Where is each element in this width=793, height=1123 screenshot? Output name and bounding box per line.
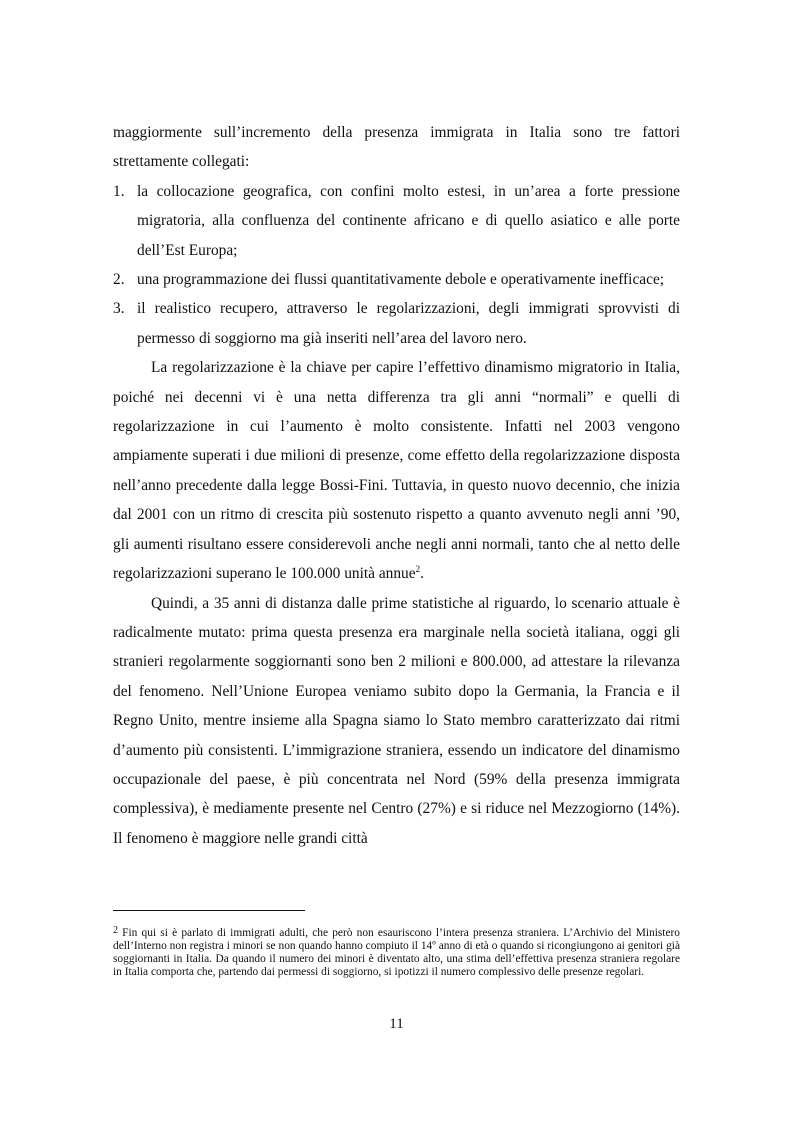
paragraph-1-text: La regolarizzazione è la chiave per capire l’effettivo dinamismo migratorio in Italia, poiché nei decenni vi è una netta differenza tra gli anni “normali” e quelli di regolarizzazione in cui l’aumento è molto consistente. Infatti nel 2003 vengono ampiamente superati i due milioni di presenze, come effetto della regolarizzazione disposta nell’anno precedente dalla legge Bossi-Fini. Tuttavia, in questo nuovo decennio, che inizia dal 2001 con un ritmo di crescita più sostenuto rispetto a quanto avvenuto negli anni ’90, gli aumenti risultano essere considerevoli anche negli anni normali, tanto che al netto delle regolarizzazioni superano le 100.000 unità annue [113, 359, 680, 583]
footnote [113, 927, 680, 979]
list-item-number: 2. [113, 271, 125, 289]
page-number: 11 [389, 1016, 404, 1032]
intro-paragraph: maggiormente sull’incremento della presenza immigrata in Italia sono tre fattori strettamente collegati: [113, 124, 680, 171]
footnote-number: 2 [113, 925, 118, 936]
footnote-divider [113, 910, 305, 911]
list-item [113, 177, 680, 265]
body-text [113, 118, 680, 853]
list-item-number: 1. [113, 182, 125, 200]
list-item-text: la collocazione geografica, con confini molto estesi, in un’area a forte pressione migratoria, alla confluenza del continente africano e di quello asiatico e alle porte dell’Est Europa; [137, 182, 680, 259]
factor-list [113, 177, 680, 353]
list-item [113, 294, 680, 353]
paragraph-1-end: . [420, 565, 424, 583]
list-item-number: 3. [113, 300, 125, 318]
paragraph-scenario: Quindi, a 35 anni di distanza dalle prime statistiche al riguardo, lo scenario attuale è radicalmente mutato: prima questa presenza era marginale nella società italiana, oggi gli stranieri regolarmente soggiornanti sono ben 2 milioni e 800.000, ad attestare la rilevanza del fenomeno. Nell’Unione Europea veniamo subito dopo la Germania, la Francia e il Regno Unito, mentre insieme alla Spagna siamo lo Stato membro caratterizzato dai ritmi d’aumento più consistenti. L’immigrazione straniera, essendo un indicatore del dinamismo occupazionale del paese, è più concentrata nel Nord (59% della presenza immigrata complessiva), è mediamente presente nel Centro (27%) e si riduce nel Mezzogiorno (14%). Il fenomeno è maggiore nelle grandi città [113, 594, 680, 847]
footnote-text: Fin qui si è parlato di immigrati adulti, che però non esauriscono l’intera presenza straniera. L’Archivio del Ministero dell’Interno non registra i minori se non quando hanno compiuto il 14º anno di età o quando si ricongiungono ai genitori già soggiornanti in Italia. Da quando il numero dei minori è diventato alto, una stima dell’effettiva presenza straniera regolare in Italia comporta che, partendo dai permessi di soggiorno, si ipotizzi il numero complessivo delle presenze regolari. [113, 927, 680, 978]
footnote-reference[interactable]: 2 [415, 564, 421, 575]
list-item-text: il realistico recupero, attraverso le regolarizzazioni, degli immigrati sprovvisti di permesso di soggiorno ma già inseriti nell’area del lavoro nero. [137, 300, 680, 347]
paragraph-regolarizzazione [113, 353, 680, 588]
list-item-text: una programmazione dei flussi quantitativamente debole e operativamente inefficace; [137, 271, 665, 289]
list-item [113, 265, 680, 294]
